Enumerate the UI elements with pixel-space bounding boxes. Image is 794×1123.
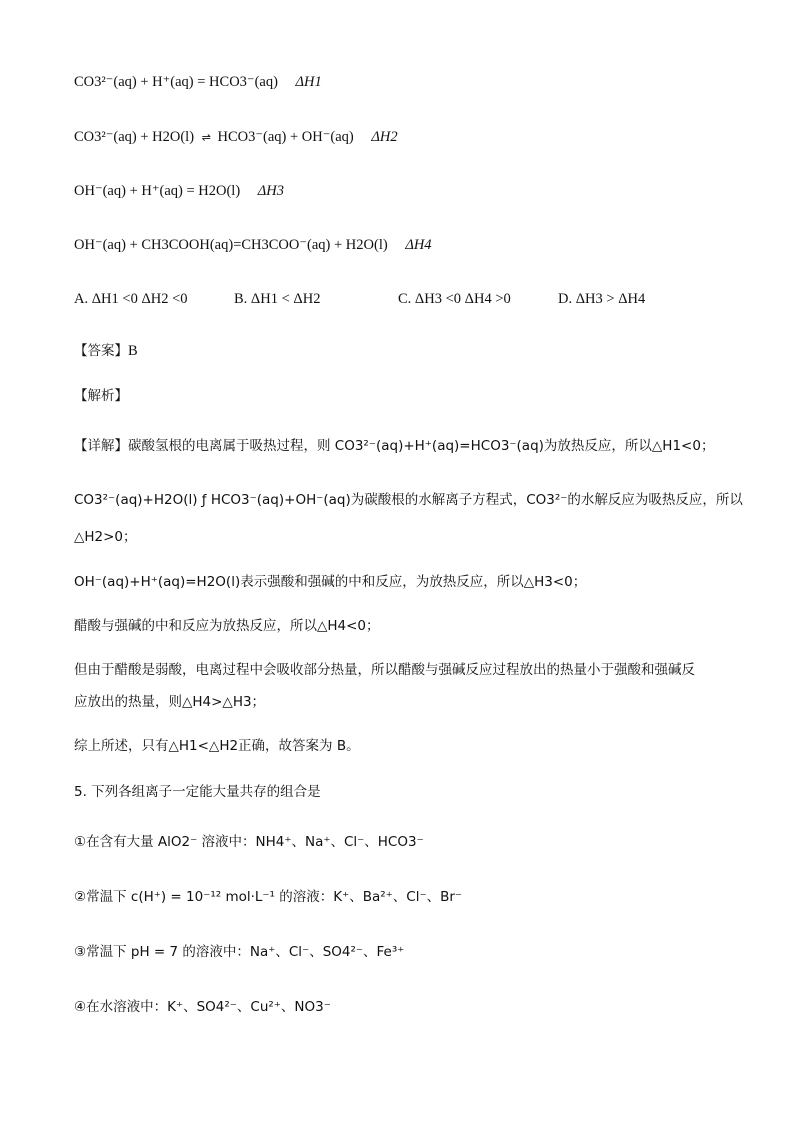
equation-4-formula: OH⁻(aq) + CH3COOH(aq)=CH3COO⁻(aq) + H2O(l) (74, 237, 388, 253)
question-5-item-3: ③常温下 pH = 7 的溶液中：Na⁺、Cl⁻、SO4²⁻、Fe³⁺ (74, 944, 405, 960)
answer-value: B (128, 343, 138, 359)
detail-p4: 醋酸与强碱的中和反应为放热反应，所以△H4<0； (74, 618, 380, 634)
detail-p3: OH⁻(aq)+H⁺(aq)=H2O(l)表示强酸和强碱的中和反应，为放热反应，所以△H3<0； (74, 574, 587, 590)
option-c[interactable]: C. ΔH3 <0 ΔH4 >0 (398, 291, 511, 307)
equation-3-enthalpy: ΔH3 (257, 183, 285, 199)
equation-1 (74, 72, 322, 92)
detail-p6: 综上所述，只有△H1<△H2正确，故答案为 B。 (74, 738, 360, 754)
option-a[interactable]: A. ΔH1 <0 ΔH2 <0 (74, 291, 188, 307)
detail-p5b: 应放出的热量，则△H4>△H3； (74, 694, 266, 710)
question-5-stem: 5. 下列各组离子一定能大量共存的组合是 (74, 784, 321, 800)
answer-line (74, 341, 138, 361)
equation-2 (74, 127, 398, 148)
equation-2-left: CO3²⁻(aq) + H2O(l) (74, 129, 195, 145)
equation-4-enthalpy: ΔH4 (405, 237, 432, 253)
question-5-item-2: ②常温下 c(H⁺) = 10⁻¹² mol·L⁻¹ 的溶液：K⁺、Ba²⁺、Cl⁻、Br⁻ (74, 889, 463, 905)
detail-p1: 碳酸氢根的电离属于吸热过程，则 CO3²⁻(aq)+H⁺(aq)=HCO3⁻(aq)为放热反应，所以△H1<0； (128, 438, 715, 454)
question-5-item-1: ①在含有大量 AlO2⁻ 溶液中：NH4⁺、Na⁺、Cl⁻、HCO3⁻ (74, 834, 424, 850)
equilibrium-arrow-icon: ⇌ (201, 131, 210, 144)
equation-4 (74, 235, 432, 255)
option-d[interactable]: D. ΔH3 > ΔH4 (558, 291, 646, 307)
answer-tag: 【答案】 (74, 343, 128, 359)
detail-p2a: CO3²⁻(aq)+H2O(l) ƒ HCO3⁻(aq)+OH⁻(aq)为碳酸根的水解离子方程式，CO3²⁻的水解反应为吸热反应，所以 (74, 492, 743, 508)
detail-p5a: 但由于醋酸是弱酸，电离过程中会吸收部分热量，所以醋酸与强碱反应过程放出的热量小于强酸和强碱反 (74, 662, 695, 678)
detail-line-1 (74, 436, 714, 456)
equation-3-formula: OH⁻(aq) + H⁺(aq) = H2O(l) (74, 183, 241, 199)
equation-1-enthalpy: ΔH1 (295, 74, 322, 90)
detail-p2b: △H2>0； (74, 529, 137, 545)
equation-2-right: HCO3⁻(aq) + OH⁻(aq) (217, 129, 354, 145)
equation-3 (74, 181, 284, 201)
option-b[interactable]: B. ΔH1 < ΔH2 (234, 291, 321, 307)
question-5-item-4: ④在水溶液中：K⁺、SO4²⁻、Cu²⁺、NO3⁻ (74, 999, 331, 1015)
equation-1-formula: CO3²⁻(aq) + H⁺(aq) = HCO3⁻(aq) (74, 74, 278, 90)
detail-tag: 【详解】 (74, 438, 128, 454)
analysis-tag: 【解析】 (74, 388, 128, 404)
equation-2-enthalpy: ΔH2 (371, 129, 398, 145)
